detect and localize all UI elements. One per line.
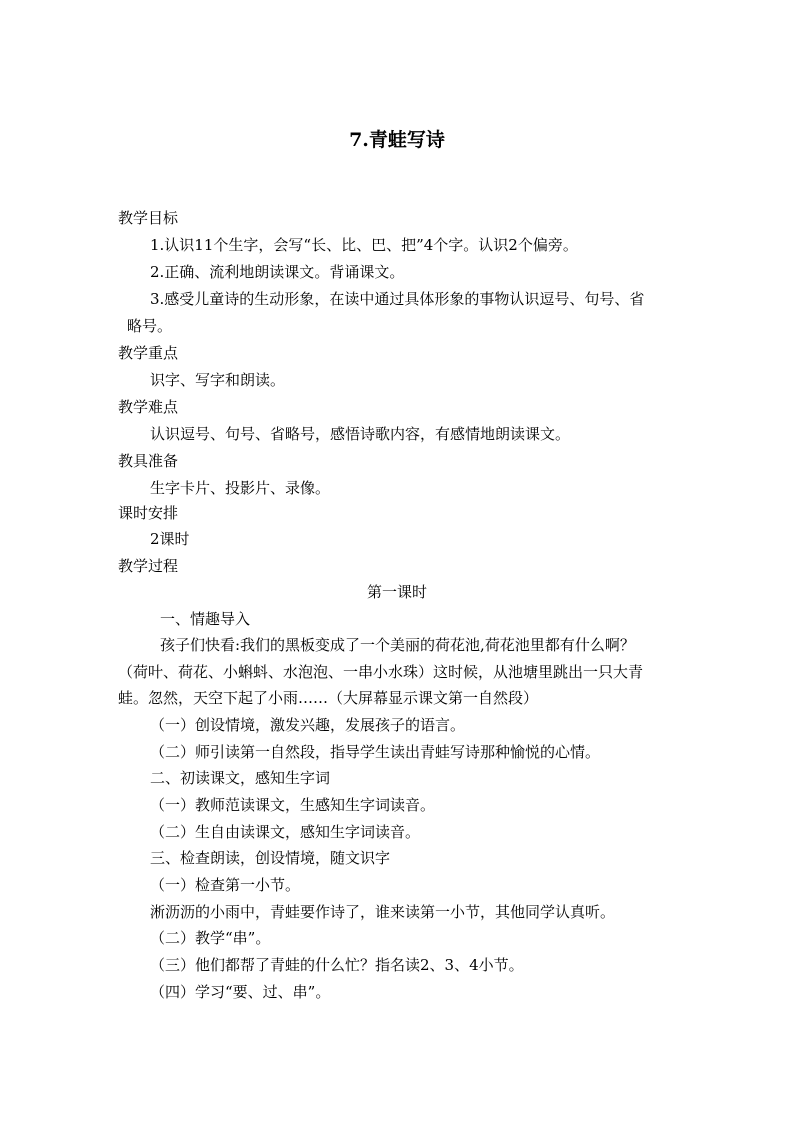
section-heading-difficulties: 教学难点 <box>118 398 179 416</box>
sub-step-item: （四）学习“要、过、串”。 <box>150 983 331 1001</box>
schedule-text: 2课时 <box>150 530 190 548</box>
paragraph-line: 淅沥沥的小雨中，青蛙要作诗了，谁来读第一小节，其他同学认真听。 <box>150 903 616 921</box>
sub-step-item: （三）他们都帮了青蛙的什么忙？指名读2、3、4小节。 <box>150 956 524 974</box>
difficulties-text: 认识逗号、句号、省略号，感悟诗歌内容，有感情地朗读课文。 <box>150 425 571 443</box>
paragraph-line: 蛙。忽然，天空下起了小雨……（大屏幕显示课文第一自然段） <box>118 689 539 707</box>
step-heading-first-reading: 二、初读课文，感知生字词 <box>150 769 331 787</box>
step-heading-check-reading: 三、检查朗读，创设情境，随文识字 <box>150 849 391 867</box>
objective-item-2: 2.正确、流利地朗读课文。背诵课文。 <box>150 263 405 281</box>
objective-item-3-continued: 略号。 <box>127 317 173 335</box>
lesson-session-heading: 第一课时 <box>366 583 427 601</box>
paragraph-line: （荷叶、荷花、小蝌蚪、水泡泡、一串小水珠）这时候，从池塘里跳出一只大青 <box>118 663 644 681</box>
sub-step-item: （二）生自由读课文，感知生字词读音。 <box>150 823 421 841</box>
section-heading-process: 教学过程 <box>118 557 179 575</box>
materials-text: 生字卡片、投影片、录像。 <box>150 479 331 497</box>
sub-step-item: （二）教学“串”。 <box>150 929 271 947</box>
sub-step-item: （一）教师范读课文，生感知生字词读音。 <box>150 796 436 814</box>
sub-step-item: （二）师引读第一自然段，指导学生读出青蛙写诗那种愉悦的心情。 <box>150 743 601 761</box>
section-heading-materials: 教具准备 <box>118 452 179 470</box>
sub-step-item: （一）检查第一小节。 <box>150 876 301 894</box>
section-heading-key-points: 教学重点 <box>118 344 179 362</box>
section-heading-schedule: 课时安排 <box>118 504 179 522</box>
key-points-text: 识字、写字和朗读。 <box>150 371 286 389</box>
step-heading-intro: 一、情趣导入 <box>160 610 251 628</box>
paragraph-line: 孩子们快看:我们的黑板变成了一个美丽的荷花池,荷花池里都有什么啊？ <box>160 636 635 654</box>
sub-step-item: （一）创设情境，激发兴趣，发展孩子的语言。 <box>150 716 466 734</box>
objective-item-3: 3.感受儿童诗的生动形象，在读中通过具体形象的事物认识逗号、句号、省 <box>150 290 645 308</box>
document-title: 7.青蛙写诗 <box>349 129 445 151</box>
section-heading-objectives: 教学目标 <box>118 209 179 227</box>
objective-item-1: 1.认识11个生字，会写“长、比、巴、把”4个字。认识2个偏旁。 <box>150 236 578 254</box>
